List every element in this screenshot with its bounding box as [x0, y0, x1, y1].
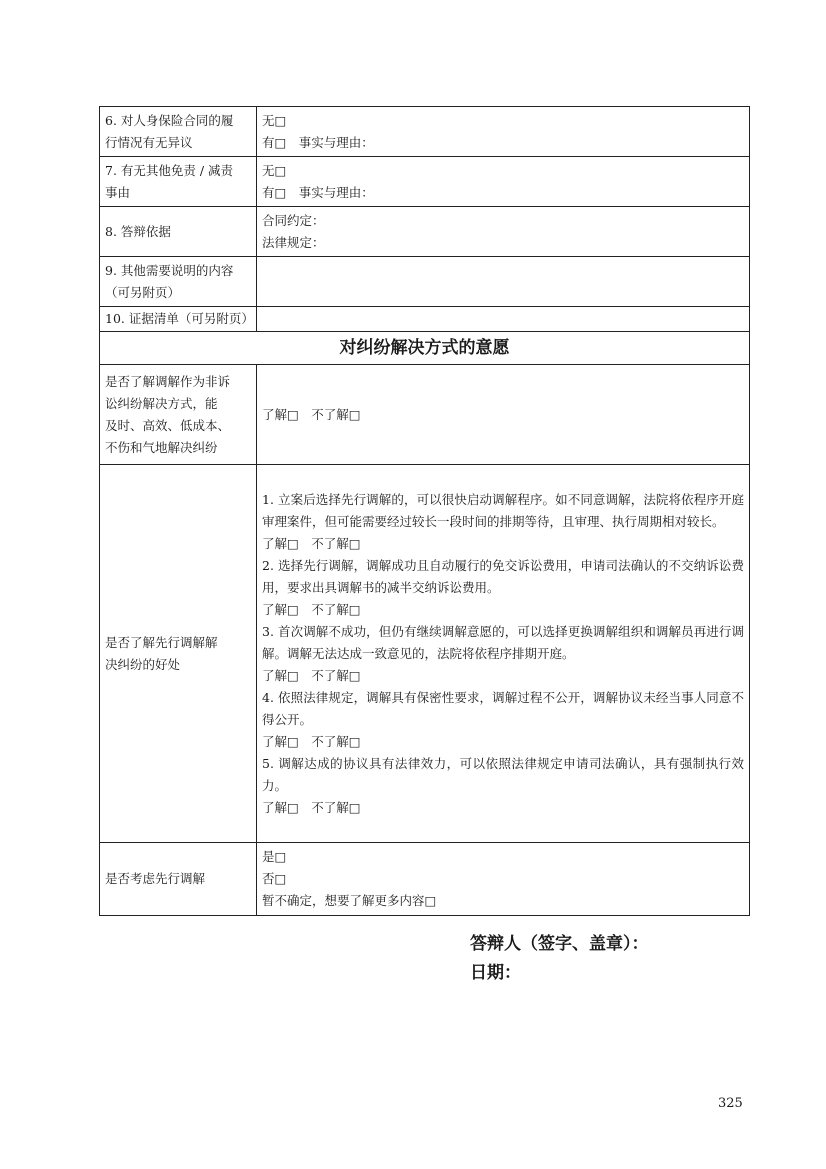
evidence-list-field[interactable]: [257, 307, 750, 332]
benefit-item-text: 3. 首次调解不成功，但仍有继续调解意愿的，可以选择更换调解组织和调解员再进行调解。调解无法达成一致意见的，法院将依程序排期开庭。: [262, 623, 744, 661]
benefit-item-text: 2. 选择先行调解，调解成功且自动履行的免交诉讼费用，申请司法确认的不交纳诉讼费用，要求出具调解书的减半交纳诉讼费用。: [262, 557, 744, 595]
row-content: [257, 157, 750, 207]
benefit-answer-checkboxes[interactable]: 了解□ 不了解□: [262, 667, 361, 683]
label-line: 行情况有无异议: [105, 134, 193, 150]
benefit-answer-checkboxes[interactable]: 了解□ 不了解□: [262, 535, 361, 551]
benefit-item-text: 5. 调解达成的协议具有法律效力，可以依照法律规定申请司法确认，具有强制执行效力。: [262, 755, 744, 793]
row-label: [100, 257, 257, 307]
label-line: 及时、高效、低成本、: [105, 417, 231, 433]
label-line: 不伤和气地解决纠纷: [105, 439, 218, 455]
benefit-item-text: 1. 立案后选择先行调解的，可以很快启动调解程序。如不同意调解，法院将依程序开庭审理案件，但可能需要经过较长一段时间的排期等待，且审理、执行周期相对较长。: [262, 491, 744, 529]
row-defense-basis: [100, 207, 750, 257]
label-line: 6. 对人身保险合同的履: [105, 112, 234, 128]
benefit-item-text: 4. 依照法律规定，调解具有保密性要求，调解过程不公开，调解协议未经当事人同意不得公开。: [262, 689, 744, 727]
option-yes-checkbox[interactable]: 有□ 事实与理由：: [262, 134, 374, 150]
defense-form-table: [99, 106, 750, 916]
label-line: 事由: [105, 184, 131, 200]
label-line: 10. 证据清单（可另附页）: [105, 311, 254, 326]
row-content: [257, 465, 750, 843]
row-other-exemption-reasons: [100, 157, 750, 207]
benefit-answer-checkboxes[interactable]: 了解□ 不了解□: [262, 601, 361, 617]
label-line: 是否了解调解作为非诉: [105, 373, 231, 389]
label-line: 是否考虑先行调解: [105, 871, 206, 886]
other-notes-field[interactable]: [257, 257, 750, 307]
option-no-checkbox[interactable]: 否□: [262, 871, 287, 886]
row-contract-performance-objection: [100, 107, 750, 157]
row-mediation-awareness: [100, 365, 750, 465]
label-line: 8. 答辩依据: [105, 223, 171, 239]
page-number: 325: [718, 1096, 743, 1111]
awareness-answer-checkboxes[interactable]: 了解□ 不了解□: [262, 406, 361, 422]
respondent-signature-label: 答辩人（签字、盖章）：: [470, 934, 649, 954]
row-label: [100, 157, 257, 207]
row-label: [100, 307, 257, 332]
row-content: [257, 207, 750, 257]
option-yes-checkbox[interactable]: 是□: [262, 849, 287, 864]
section-title: 对纠纷解决方式的意愿: [100, 332, 750, 365]
legal-provision-field[interactable]: 法律规定：: [262, 234, 325, 250]
row-consider-mediation: [100, 843, 750, 916]
option-yes-checkbox[interactable]: 有□ 事实与理由：: [262, 184, 374, 200]
row-label: [100, 465, 257, 843]
row-label: [100, 365, 257, 465]
option-none-checkbox[interactable]: 无□: [262, 112, 287, 128]
row-content: [257, 843, 750, 916]
contract-agreement-field[interactable]: 合同约定：: [262, 212, 325, 228]
row-content: [257, 365, 750, 465]
row-label: [100, 843, 257, 916]
row-other-notes: [100, 257, 750, 307]
label-line: 是否了解先行调解解: [105, 634, 218, 650]
label-line: 9. 其他需要说明的内容: [105, 262, 234, 278]
benefit-answer-checkboxes[interactable]: 了解□ 不了解□: [262, 799, 361, 815]
benefit-answer-checkboxes[interactable]: 了解□ 不了解□: [262, 733, 361, 749]
label-line: 决纠纷的好处: [105, 656, 181, 672]
row-content: [257, 107, 750, 157]
row-label: [100, 207, 257, 257]
option-none-checkbox[interactable]: 无□: [262, 162, 287, 178]
label-line: 7. 有无其他免责 / 减责: [105, 162, 234, 178]
option-unsure-checkbox[interactable]: 暂不确定，想要了解更多内容□: [262, 893, 437, 908]
label-line: （可另附页）: [105, 284, 181, 300]
row-mediation-benefits: [100, 465, 750, 843]
row-evidence-list: [100, 307, 750, 332]
date-label: 日期：: [470, 963, 521, 983]
row-label: [100, 107, 257, 157]
label-line: 讼纠纷解决方式，能: [105, 395, 218, 411]
section-title-row: [100, 332, 750, 365]
